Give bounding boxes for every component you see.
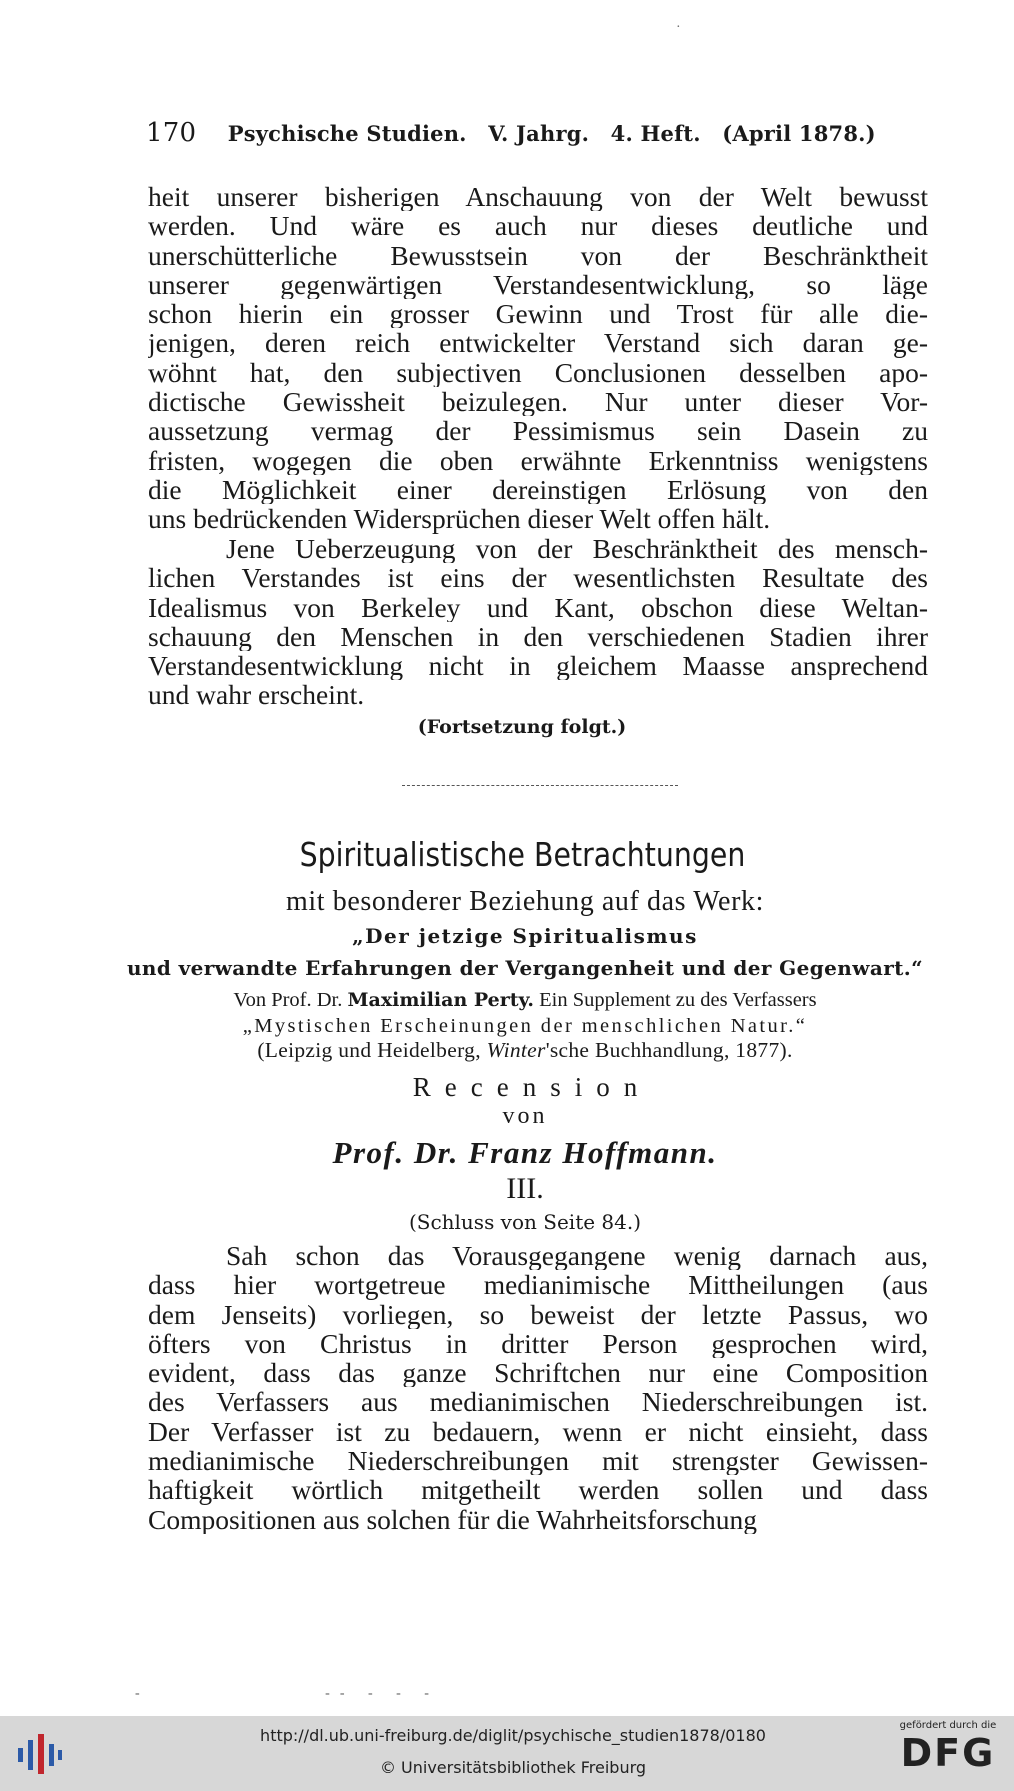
- issue: 4. Heft.: [610, 121, 701, 146]
- dfg-logo: [892, 1720, 1004, 1788]
- issue-date: (April 1878.): [722, 121, 876, 146]
- volume: V. Jahrg.: [488, 121, 590, 146]
- text-line: uns bedrückenden Widersprüchen dieser Welt offen hält.: [148, 504, 771, 534]
- book-title-line-2: und verwandte Erfahrungen der Vergangenheit und der Gegenwart.“: [126, 956, 924, 980]
- book-title-line-1: „Der jetzige Spiritualismus: [352, 924, 698, 948]
- continued-note: (Fortsetzung folgt.): [417, 716, 627, 738]
- text-line: medianimische Niederschreibungen mit strengster Gewissen-: [148, 1446, 928, 1476]
- text-line: Idealismus von Berkeley und Kant, obschon diese Weltan-: [148, 592, 928, 622]
- book-author: Maximilian Perty.: [347, 989, 535, 1011]
- text-line: unserer gegenwärtigen Verstandesentwicklung, so läge: [148, 269, 928, 300]
- document-url[interactable]: http://dl.ub.uni-freiburg.de/diglit/psychische_studien1878/0180: [260, 1726, 766, 1745]
- publisher-line-post: 'sche Buchhandlung, 1877).: [545, 1038, 793, 1062]
- publisher-line-pre: (Leipzig und Heidelberg,: [257, 1038, 481, 1062]
- von-label: von: [502, 1103, 548, 1129]
- text-line: Jene Ueberzeugung von der Beschränktheit des mensch-: [226, 534, 928, 564]
- text-line: des Verfassers aus medianimischen Niederschreibungen ist.: [148, 1387, 928, 1417]
- library-footer: [0, 1716, 1014, 1791]
- text-line: und wahr erscheint.: [148, 680, 365, 710]
- article-subtitle: mit besonderer Beziehung auf das Werk:: [286, 886, 764, 917]
- text-line: fristen, wogegen die oben erwähnte Erkenntniss wenigstens: [148, 445, 928, 475]
- funder-caption: gefördert durch die: [899, 1720, 997, 1731]
- section-divider: [402, 785, 678, 786]
- article-title: Spiritualistische Betrachtungen: [299, 835, 746, 874]
- text-line: Compositionen aus solchen für die Wahrheitsforschung: [148, 1504, 758, 1534]
- text-line: Verstandesentwicklung nicht in gleichem Maasse ansprechend: [148, 651, 928, 681]
- text-line: Der Verfasser ist zu bedauern, wenn er nicht einsieht, dass: [148, 1416, 928, 1447]
- text-line: werden. Und wäre es auch nur dieses deutliche und: [148, 211, 928, 241]
- text-line: evident, dass das ganze Schriftchen nur eine Composition: [148, 1358, 928, 1388]
- scan-speck: ·: [676, 20, 681, 35]
- text-line: unerschütterliche Bewusstsein von der Beschränktheit: [148, 240, 928, 270]
- recension-label: Recension: [412, 1072, 652, 1102]
- text-line: aussetzung vermag der Pessimismus sein Dasein zu: [148, 416, 928, 446]
- text-line: heit unserer bisherigen Anschauung von der Welt bewusst: [148, 182, 928, 212]
- book-author-line: [0, 989, 1014, 1012]
- text-line: schauung den Menschen in den verschiedenen Stadien ihrer: [148, 621, 928, 652]
- publisher-name: Winter: [486, 1038, 546, 1062]
- supplement-text: Ein Supplement zu des Verfassers: [539, 989, 817, 1011]
- mystischen-line: „Mystischen Erscheinungen der menschlichen Natur.“: [242, 1015, 808, 1037]
- text-line: dass hier wortgetreue medianimische Mittheilungen (aus: [148, 1270, 928, 1300]
- article-paragraph: [148, 1241, 928, 1534]
- text-line: lichen Verstandes ist eins der wesentlichsten Resultate des: [148, 563, 928, 593]
- dfg-logo-text: DFG: [900, 1731, 996, 1775]
- text-line: öfters von Christus in dritter Person gesprochen wird,: [148, 1328, 928, 1359]
- text-line: Sah schon das Vorausgegangene wenig darnach aus,: [226, 1241, 928, 1271]
- von-prefix: Von Prof. Dr.: [233, 989, 343, 1011]
- page-number: 170: [146, 118, 197, 148]
- page-bottom-marks: - -- - - -: [135, 1686, 439, 1701]
- running-head: [146, 118, 876, 148]
- reviewer-name: Prof. Dr. Franz Hoffmann.: [332, 1135, 718, 1170]
- text-line: dictische Gewissheit beizulegen. Nur unter dieser Vor-: [148, 387, 928, 417]
- schluss-note: (Schluss von Seite 84.): [408, 1210, 642, 1234]
- copyright-notice: © Universitätsbibliothek Freiburg: [379, 1758, 647, 1777]
- text-line: wöhnt hat, den subjectiven Conclusionen desselben apo-: [148, 357, 928, 388]
- text-line: die Möglichkeit einer dereinstigen Erlösung von den: [148, 474, 928, 505]
- text-line: dem Jenseits) vorliegen, so beweist der letzte Passus, wo: [148, 1299, 928, 1329]
- text-line: jenigen, deren reich entwickelter Verstand sich daran ge-: [148, 328, 928, 358]
- publisher-line: [0, 1038, 1014, 1063]
- article-paragraph: [148, 182, 928, 534]
- text-line: schon hierin ein grosser Gewinn und Trost für alle die-: [148, 299, 928, 329]
- part-number: III.: [506, 1172, 544, 1205]
- article-paragraph: [148, 534, 928, 710]
- text-line: haftigkeit wörtlich mitgetheilt werden sollen und dass: [148, 1475, 928, 1505]
- journal-name: Psychische Studien.: [227, 121, 467, 146]
